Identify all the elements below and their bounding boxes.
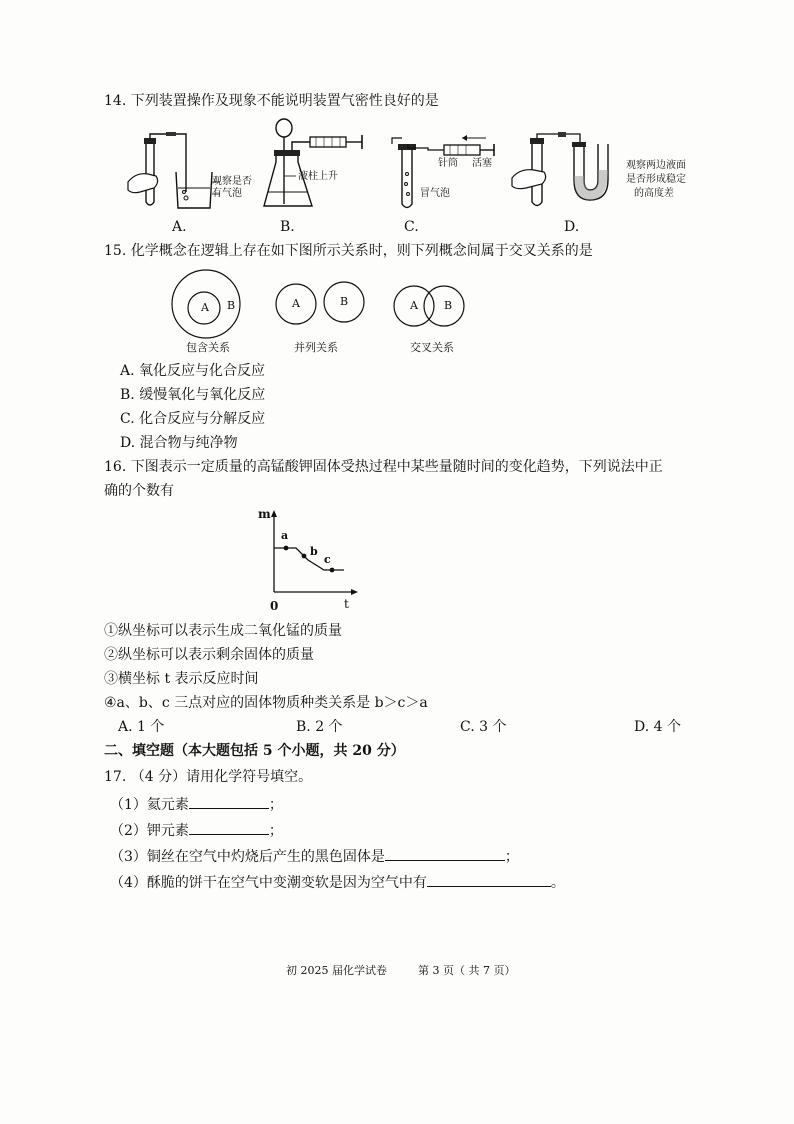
include-label-b: B <box>227 299 236 312</box>
cross-relation-label: 交叉关系 <box>410 341 454 354</box>
q14-option-c: C. <box>404 219 419 235</box>
graph-ylabel: m <box>258 507 271 521</box>
q17-stem: 17. （4 分）请用化学符号填空。 <box>104 769 313 785</box>
footer-exam-title: 初 2025 届化学试卷 <box>286 964 387 977</box>
q14-option-b: B. <box>280 219 295 235</box>
q17-item-1-text: （1）氦元素 <box>110 797 189 813</box>
relation-diagram <box>168 270 468 340</box>
graph-origin: 0 <box>270 599 279 613</box>
q17-item-4-suffix: 。 <box>550 875 565 891</box>
q16-option-c: C. 3 个 <box>460 719 507 735</box>
apparatus-c-diagram <box>388 134 498 212</box>
q17-item-2-text: （2）钾元素 <box>110 823 189 839</box>
q17-item-3-suffix: ； <box>504 849 519 865</box>
apparatus-a-label-bubble: 有气泡 <box>212 188 242 199</box>
q14-option-a: A. <box>172 219 187 235</box>
point-b-marker <box>302 554 307 559</box>
apparatus-a-label-observe: 观察是否 <box>212 176 252 187</box>
q16-option-b: B. 2 个 <box>296 719 343 735</box>
q16-statement-2: ②纵坐标可以表示剩余固体的质量 <box>104 647 314 663</box>
q17-item-4 <box>110 872 565 892</box>
cross-label-a: A <box>410 299 418 312</box>
q14-stem: 14. 下列装置操作及现象不能说明装置气密性良好的是 <box>104 93 439 109</box>
parallel-label-b: B <box>340 295 349 308</box>
q17-item-1 <box>110 794 283 814</box>
q15-option-b: B. 缓慢氧化与氧化反应 <box>120 387 266 403</box>
q16-stem-line2: 确的个数有 <box>104 483 174 499</box>
q17-item-4-blank[interactable] <box>427 872 551 887</box>
q17-item-1-blank[interactable] <box>189 794 269 809</box>
parallel-relation-label: 并列关系 <box>294 341 338 354</box>
apparatus-d-label-observe1: 观察两边液面 <box>626 160 686 171</box>
include-label-a: A <box>201 301 209 314</box>
x-axis-arrow <box>351 589 358 595</box>
parallel-label-a: A <box>292 297 300 310</box>
q17-item-2-blank[interactable] <box>189 820 269 835</box>
q16-statement-4: ④a、b、c 三点对应的固体物质种类关系是 b＞c＞a <box>104 695 428 711</box>
q16-option-d: D. 4 个 <box>634 719 681 735</box>
q15-option-d: D. 混合物与纯净物 <box>120 435 238 451</box>
q15-option-c: C. 化合反应与分解反应 <box>120 411 266 427</box>
q15-stem: 15. 化学概念在逻辑上存在如下图所示关系时，则下列概念间属于交叉关系的是 <box>104 243 593 259</box>
q16-statement-1: ①纵坐标可以表示生成二氧化锰的质量 <box>104 623 342 639</box>
apparatus-d-label-observe3: 的高度差 <box>634 188 674 199</box>
apparatus-d-label-observe2: 是否形成稳定 <box>626 174 686 185</box>
q17-item-2-suffix: ； <box>268 823 283 839</box>
apparatus-c-label-bubble: 冒气泡 <box>420 188 450 199</box>
mass-curve <box>274 545 344 570</box>
apparatus-a-diagram <box>126 132 246 212</box>
apparatus-d-diagram <box>508 130 624 212</box>
point-a-marker <box>284 546 289 551</box>
q17-item-1-suffix: ； <box>268 797 283 813</box>
include-relation-label: 包含关系 <box>186 341 230 354</box>
q16-option-a: A. 1 个 <box>118 719 165 735</box>
section-2-title: 二、填空题（本大题包括 5 个小题，共 20 分） <box>104 743 405 759</box>
q17-item-3-blank[interactable] <box>385 846 505 861</box>
apparatus-c-label-needle: 针筒 <box>438 158 458 169</box>
graph-point-b-label: b <box>310 545 318 558</box>
q14-option-d: D. <box>564 219 580 235</box>
q16-stem-line1: 16. 下图表示一定质量的高锰酸钾固体受热过程中某些量随时间的变化趋势，下列说法中正 <box>104 459 663 475</box>
cross-label-b: B <box>444 299 453 312</box>
q17-item-4-text: （4）酥脆的饼干在空气中变潮变软是因为空气中有 <box>110 875 427 891</box>
graph-point-c-label: c <box>324 553 331 566</box>
footer-page-number: 第 3 页（ 共 7 页） <box>418 964 516 977</box>
graph-point-a-label: a <box>281 529 289 542</box>
q17-item-3-text: （3）铜丝在空气中灼烧后产生的黑色固体是 <box>110 849 385 865</box>
apparatus-b-label-rise: 液柱上升 <box>298 171 338 182</box>
y-axis-arrow <box>271 510 277 517</box>
q16-statement-3: ③横坐标 t 表示反应时间 <box>104 671 259 687</box>
q17-item-3 <box>110 846 519 866</box>
q17-item-2 <box>110 820 283 840</box>
point-c-marker <box>330 568 335 573</box>
graph-xlabel: t <box>344 597 349 611</box>
q15-option-a: A. 氧化反应与化合反应 <box>120 363 266 379</box>
apparatus-c-label-piston: 活塞 <box>472 158 492 169</box>
apparatus-b-diagram <box>262 118 372 212</box>
